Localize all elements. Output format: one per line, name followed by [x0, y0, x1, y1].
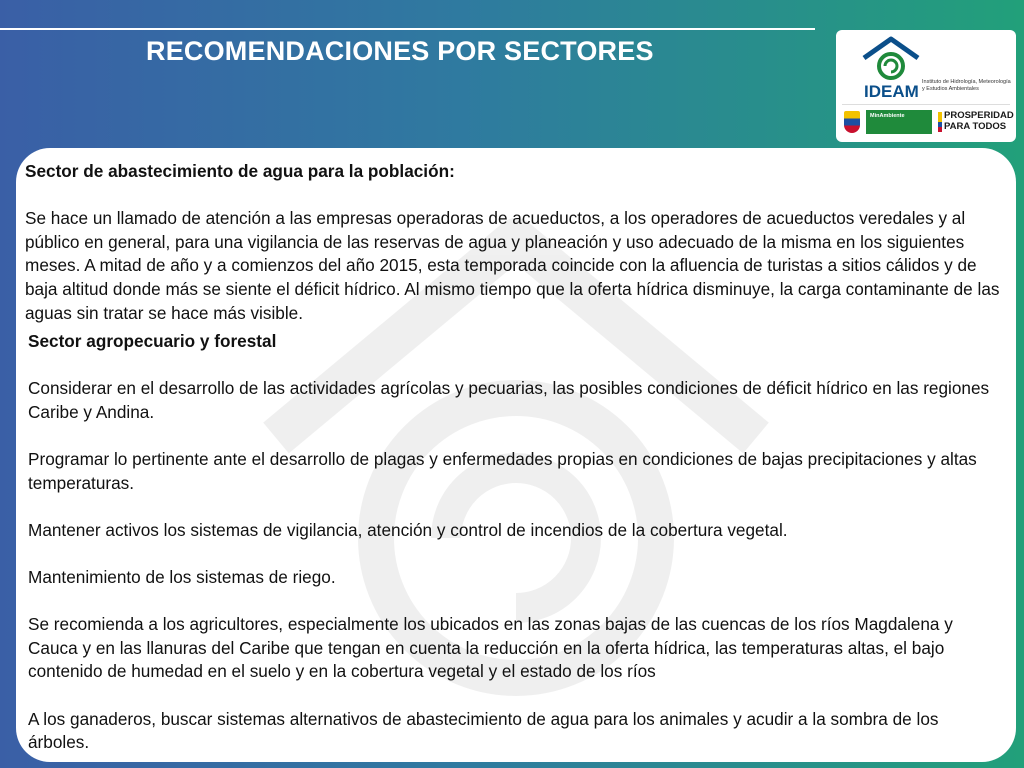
- flag-stripe: [938, 112, 942, 132]
- section-agriculture: [28, 330, 1003, 755]
- ideam-logo-icon: [860, 36, 922, 82]
- ideam-wordmark: IDEAM: [864, 82, 919, 101]
- prosperidad-logo: [944, 111, 1014, 132]
- section-paragraph: Considerar en el desarrollo de las actividades agrícolas y pecuarias, las posibles condiciones de déficit hídrico en las regiones Caribe y Andina.: [28, 378, 990, 422]
- prosperidad-line2: PARA TODOS: [944, 120, 1007, 132]
- logo-panel: [836, 30, 1016, 142]
- prosperidad-line1: PROSPERIDAD: [944, 110, 1014, 121]
- section-paragraph: Mantenimiento de los sistemas de riego.: [28, 566, 336, 587]
- section-heading: Sector de abastecimiento de agua para la población:: [25, 161, 455, 181]
- logo-divider: [842, 104, 1010, 105]
- section-water-supply: [25, 160, 1000, 325]
- colombia-shield-icon: [844, 111, 860, 133]
- section-paragraph: A los ganaderos, buscar sistemas alternativos de abastecimiento de agua para los animales y acudir a la sombra de los árboles.: [28, 708, 939, 753]
- section-paragraph: Se recomienda a los agricultores, especialmente los ubicados en las zonas bajas de las cuencas de los ríos Magdalena y Cauca y en las llanuras del Caribe que tengan en cuenta la reducción en la oferta hídrica, las temperaturas altas, el bajo contenido de humedad en el suelo y en la cobertura vegetal y el estado de los ríos: [28, 614, 953, 682]
- section-paragraph: Mantener activos los sistemas de vigilancia, atención y control de incendios de la cobertura vegetal.: [28, 519, 788, 540]
- ideam-full-name: Instituto de Hidrología, Meteorología y Estudios Ambientales: [922, 79, 1011, 92]
- slide-title: RECOMENDACIONES POR SECTORES: [146, 36, 654, 66]
- section-heading: Sector agropecuario y forestal: [28, 331, 277, 351]
- ministry-badge: MinAmbiente: [866, 110, 932, 134]
- section-paragraph: Programar lo pertinente ante el desarrollo de plagas y enfermedades propias en condiciones de bajas precipitaciones y altas temperaturas.: [28, 448, 977, 493]
- section-paragraph: Se hace un llamado de atención a las empresas operadoras de acueductos, a los operadores de acueductos veredales y al público en general, para una vigilancia de las reservas de agua y planeación y uso adecuado de la misma en los siguientes meses. A mitad de año y a comienzos del año 2015, esta temporada coincide con la afluencia de turistas a sitios cálidos y de baja altitud donde más se siente el déficit hídrico. Al mismo tiempo que la oferta hídrica disminuye, la carga contaminante de las aguas sin tratar se hace más visible.: [25, 208, 1000, 323]
- title-rule: [0, 28, 815, 30]
- content-card: [16, 148, 1016, 762]
